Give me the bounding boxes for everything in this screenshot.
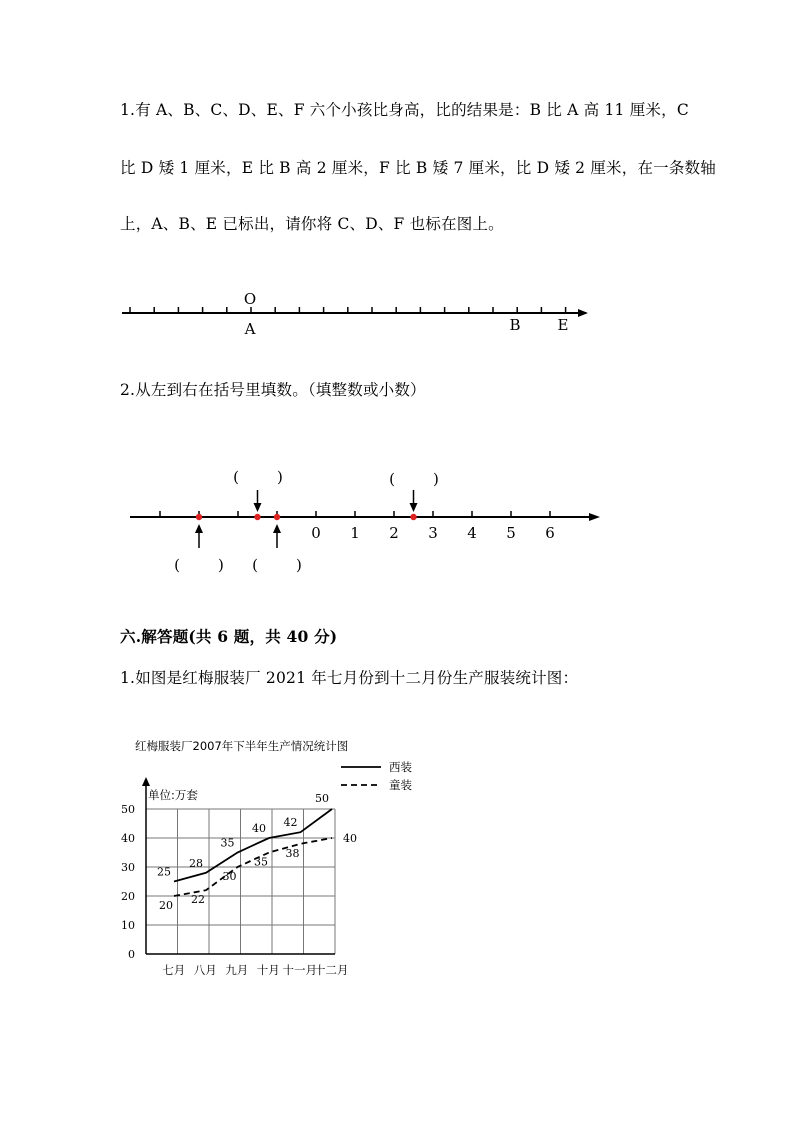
q2-marker-dot (410, 514, 416, 520)
chart-unit-label: 单位:万套 (148, 788, 198, 802)
q2-arrows (195, 490, 418, 548)
chart-x-tick-label: 十一月 (282, 963, 317, 977)
q2-blank-bottom-2: ( ) (252, 556, 302, 574)
chart-y-tick-label: 10 (121, 919, 135, 932)
q3-text: 1.如图是红梅服装厂 2021 年七月份到十二月份生产服装统计图： (120, 669, 579, 687)
kids-data-label: 38 (285, 846, 300, 860)
chart-x-tick-label: 九月 (225, 963, 249, 977)
q1-axis-arrow (578, 309, 588, 317)
chart-x-tick-label: 十月 (256, 963, 280, 977)
kids-data-label: 20 (159, 899, 173, 912)
legend-label-kids: 童装 (389, 778, 412, 792)
q2-axis-number: 5 (506, 524, 516, 542)
chart-x-tick-label: 十二月 (314, 963, 349, 977)
q1-line-2: 比 D 矮 1 厘米，E 比 B 高 2 厘米，F 比 B 矮 7 厘米，比 D 矮 2 厘米，在一条数轴 (120, 159, 716, 177)
q2-up-arrowhead (195, 524, 203, 533)
chart-y-tick-label: 20 (121, 890, 135, 903)
chart-y-axis-arrow (142, 777, 150, 786)
q2-axis-number: 0 (311, 524, 321, 542)
q2-axis-number: 4 (467, 524, 477, 542)
q2-down-arrowhead (410, 503, 418, 512)
q2-number-line (0, 460, 794, 580)
q1-label-e: E (557, 316, 569, 334)
section-title: 六.解答题(共 6 题，共 40 分) (120, 627, 338, 646)
q2-down-arrowhead (254, 503, 262, 512)
suit-data-label: 25 (157, 865, 171, 879)
kids-data-label: 30 (222, 870, 237, 883)
chart-title: 红梅服装厂2007年下半年生产情况统计图 (135, 739, 349, 753)
series-line-suit (174, 809, 332, 882)
chart-x-ticks (162, 963, 348, 977)
q2-up-arrowhead (273, 524, 281, 533)
kids-data-label: 40 (343, 832, 357, 845)
suit-data-label: 28 (189, 856, 203, 870)
q2-axis-number: 1 (350, 524, 360, 542)
q2-axis-number: 3 (428, 524, 438, 542)
chart-y-tick-label: 50 (121, 803, 135, 816)
chart-y-tick-label: 40 (121, 832, 135, 845)
q1-origin-label: O (243, 290, 257, 308)
q2-text: 2.从左到右在括号里填数。（填整数或小数） (120, 381, 426, 399)
suit-data-label: 42 (283, 816, 298, 830)
q2-blank-bottom-1: ( ) (174, 556, 224, 574)
q2-marker-dot (274, 514, 280, 520)
chart-y-ticks (121, 803, 135, 961)
kids-data-label: 35 (254, 855, 268, 869)
q2-blank-top-2: ( ) (389, 470, 439, 488)
q2-blank-top-1: ( ) (233, 468, 283, 486)
suit-data-label: 35 (220, 836, 235, 850)
legend-label-suit: 西装 (389, 760, 412, 774)
chart-y-tick-label: 0 (128, 948, 135, 961)
q2-axis-number: 2 (389, 524, 399, 542)
q2-marker-dot (196, 514, 202, 520)
kids-data-label: 22 (191, 893, 205, 907)
suit-data-label: 50 (315, 792, 329, 805)
q2-numbers (311, 524, 555, 542)
chart-x-tick-label: 八月 (193, 963, 217, 977)
q2-axis-number: 6 (545, 524, 555, 542)
q2-axis-arrow (589, 513, 600, 521)
chart-x-tick-label: 七月 (162, 963, 186, 977)
q2-marker-dot (254, 514, 260, 520)
production-line-chart (115, 735, 412, 985)
q1-line-1: 1.有 A、B、C、D、E、F 六个小孩比身高，比的结果是：B 比 A 高 11 厘米，C (120, 101, 689, 119)
q1-label-b: B (509, 316, 521, 334)
q1-line-3: 上，A、B、E 已标出，请你将 C、D、F 也标在图上。 (120, 215, 504, 233)
q1-number-line (0, 280, 794, 342)
suit-data-label: 40 (252, 822, 266, 835)
chart-legend (341, 760, 412, 792)
chart-y-tick-label: 30 (121, 861, 135, 874)
q1-label-a: A (244, 320, 256, 338)
